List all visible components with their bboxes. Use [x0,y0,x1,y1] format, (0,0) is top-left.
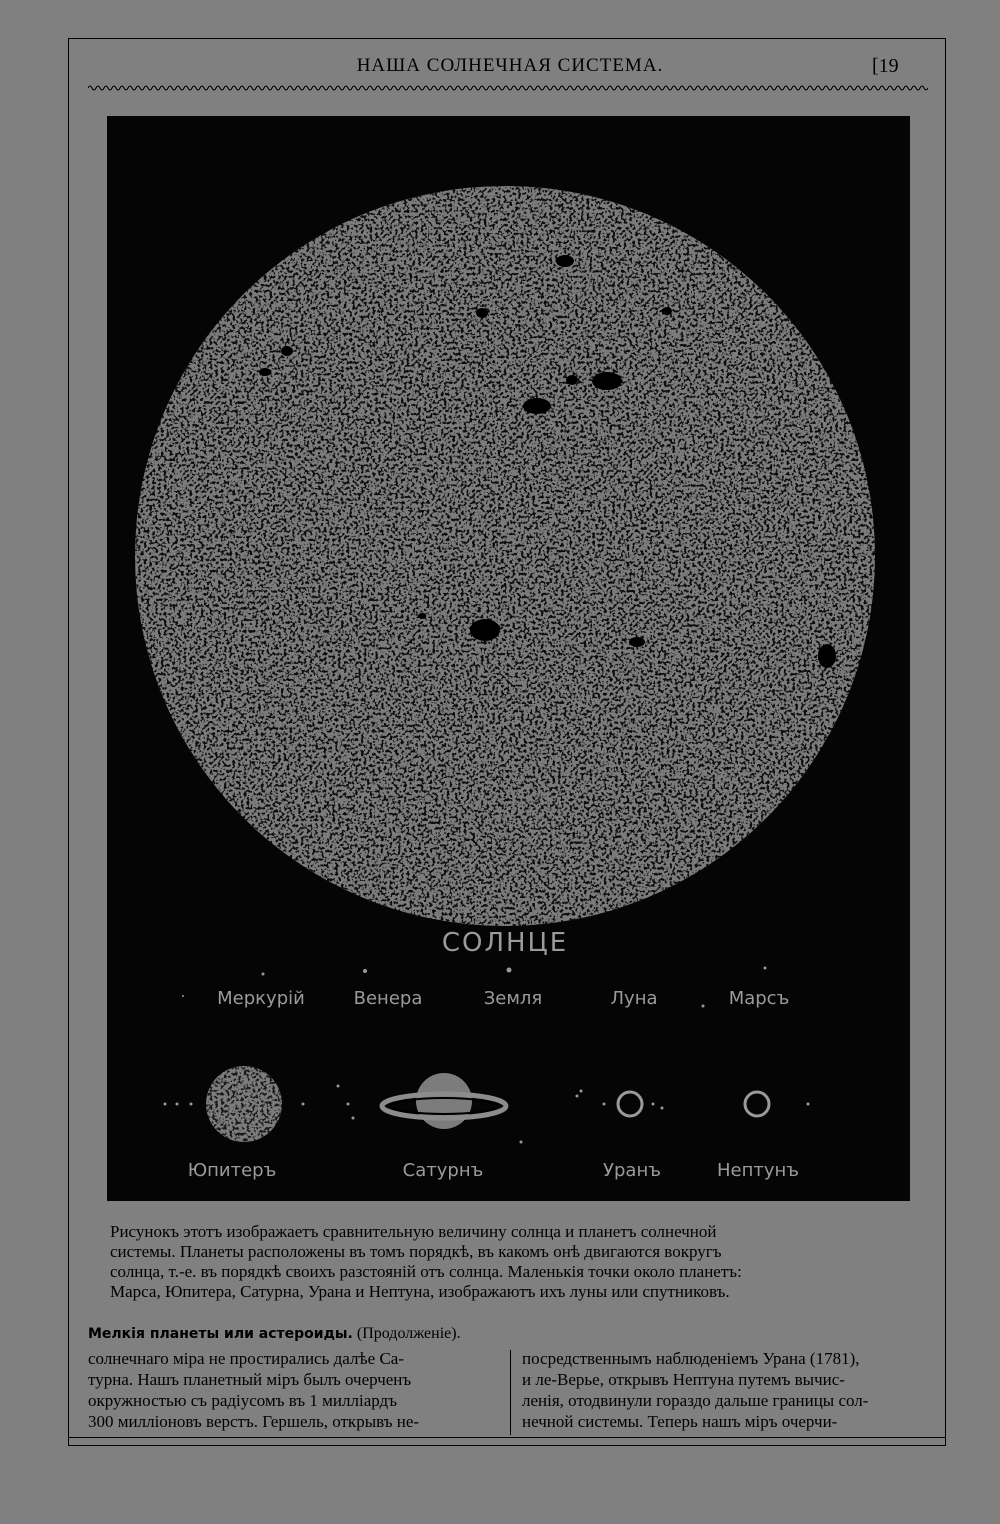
body-line: и ле-Верье, открывъ Нептуна путемъ вычис- [522,1370,845,1389]
label-mars: Марсъ [728,988,790,1009]
label-uranus: Уранъ [603,1160,661,1181]
label-neptune: Нептунъ [716,1160,800,1181]
body-line: окружностью съ радіусомъ въ 1 милліардъ [88,1391,397,1410]
sun [135,186,875,926]
text-column-right [522,1348,930,1432]
plate-caption [110,1222,910,1302]
bottom-rule [68,1437,946,1438]
body-line: 300 милліоновъ верстъ. Гершель, открывъ не- [88,1412,420,1431]
label-earth: Земля [483,988,543,1009]
section-continued: (Продолженіе). [356,1325,461,1342]
saturn [337,1073,579,1144]
label-jupiter: Юпитеръ [187,1160,277,1181]
caption-line: солнца, т.-е. въ порядкѣ своихъ разстояній отъ солнца. Маленькія точки около планетъ: [110,1262,742,1281]
solar-system-plate [107,116,910,1201]
caption-line: Рисунокъ этотъ изображаетъ сравнительную величину солнца и планетъ солнечной [110,1222,717,1241]
body-line: ленія, отодвинули гораздо дальше границы сол- [522,1391,869,1410]
label-saturn: Сатурнъ [402,1160,484,1181]
uranus [580,1090,664,1117]
column-divider [510,1350,511,1435]
section-heading [88,1325,461,1343]
neptune [745,1092,810,1116]
label-mercury: Меркурій [217,988,305,1009]
wavy-rule-divider [88,83,928,93]
body-line: солнечнаго міра не простирались далѣе Са- [88,1349,405,1368]
label-moon: Луна [610,988,658,1009]
body-line: турна. Нашъ планетный міръ былъ очерченъ [88,1370,412,1389]
sun-label: СОЛНЦЕ [441,928,569,958]
section-title: Мелкія планеты или астероиды. [88,1326,353,1342]
text-column-left [88,1348,498,1432]
running-header-title: НАША СОЛНЕЧНАЯ СИСТЕМА. [356,55,664,76]
body-line: нечной системы. Теперь нашъ міръ очерчи- [522,1412,838,1431]
plate-illustration [107,116,910,1201]
caption-line: Марса, Юпитера, Сатурна, Урана и Нептуна, изображаютъ ихъ луны или спутниковъ. [110,1282,730,1301]
label-venus: Венера [353,988,423,1009]
caption-line: системы. Планеты расположены въ томъ порядкѣ, въ какомъ онѣ двигаются вокругъ [110,1242,722,1261]
body-line: посредственнымъ наблюденіемъ Урана (1781), [522,1349,860,1368]
page-number: [19 [872,55,899,77]
jupiter [164,1064,305,1144]
